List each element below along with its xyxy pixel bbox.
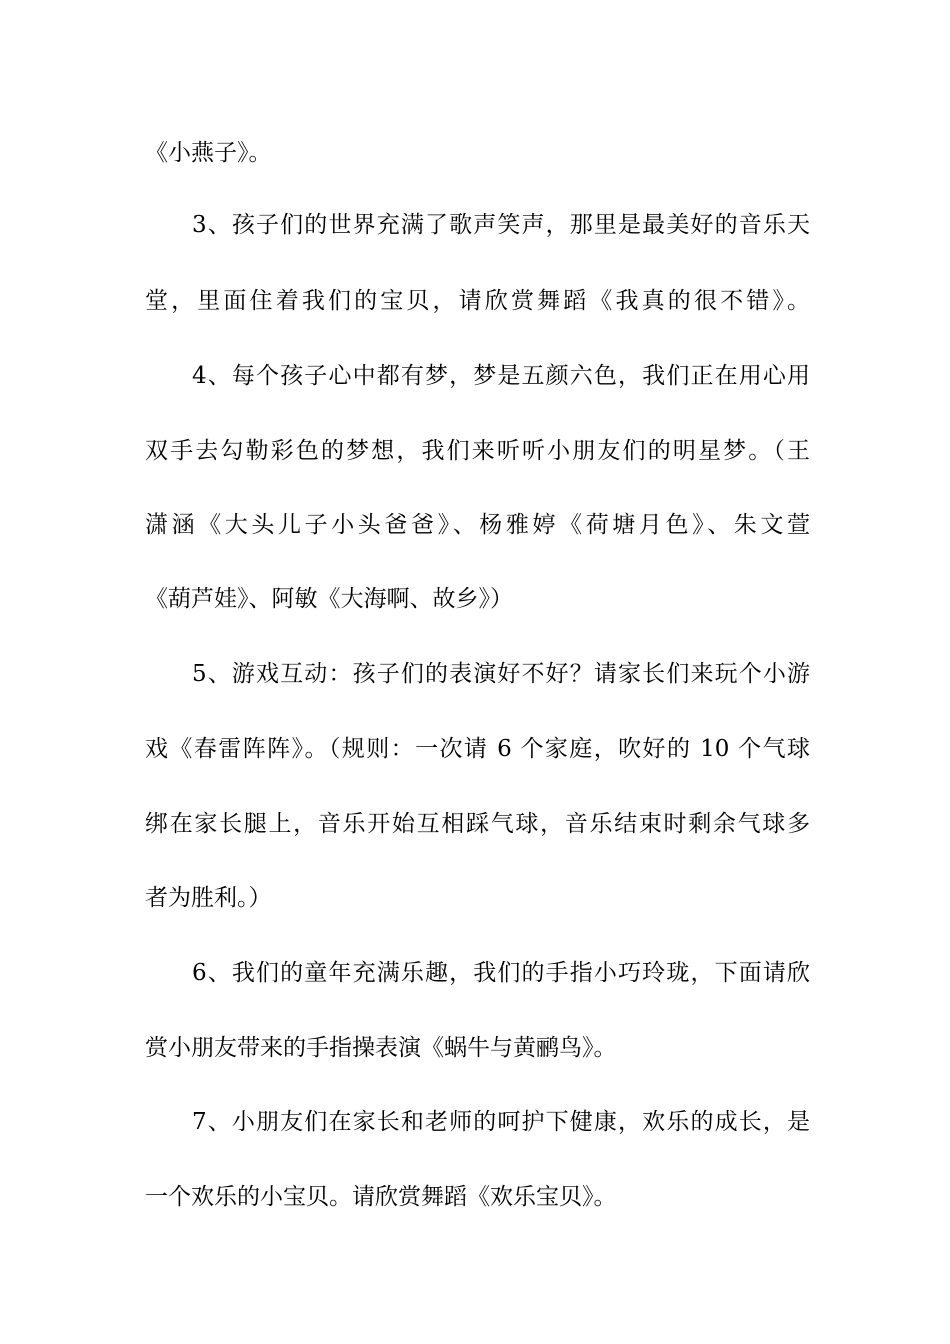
text-line: 6、我们的童年充满乐趣，我们的手指小巧玲珑，下面请欣 xyxy=(192,960,810,986)
text-line: 《小燕子》。 xyxy=(145,140,272,166)
text-line: 戏《春雷阵阵》。（规则：一次请 6 个家庭，吹好的 10 个气球 xyxy=(145,736,810,762)
text-line: 5、游戏互动：孩子们的表演好不好？请家长们来玩个小游 xyxy=(192,661,810,687)
text-line: 4、每个孩子心中都有梦，梦是五颜六色，我们正在用心用 xyxy=(192,363,810,389)
text-line: 堂，里面住着我们的宝贝，请欣赏舞蹈《我真的很不错》。 xyxy=(145,288,810,314)
text-line: 《葫芦娃》、阿敏《大海啊、故乡》） xyxy=(145,586,513,612)
text-line: 者为胜利。） xyxy=(145,885,272,911)
text-line: 双手去勾勒彩色的梦想，我们来听听小朋友们的明星梦。（王 xyxy=(145,438,810,464)
text-line: 3、孩子们的世界充满了歌声笑声，那里是最美好的音乐天 xyxy=(192,212,810,238)
text-line: 潇涵《大头儿子小头爸爸》、杨雅婷《荷塘月色》、朱文萱 xyxy=(145,512,810,538)
text-line: 7、小朋友们在家长和老师的呵护下健康，欢乐的成长，是 xyxy=(192,1109,810,1135)
text-line: 绑在家长腿上，音乐开始互相踩气球，音乐结束时剩余气球多 xyxy=(145,811,810,837)
text-line: 赏小朋友带来的手指操表演《蜗牛与黄鹂鸟》。 xyxy=(145,1035,617,1061)
text-line: 一个欢乐的小宝贝。请欣赏舞蹈《欢乐宝贝》。 xyxy=(145,1184,617,1210)
